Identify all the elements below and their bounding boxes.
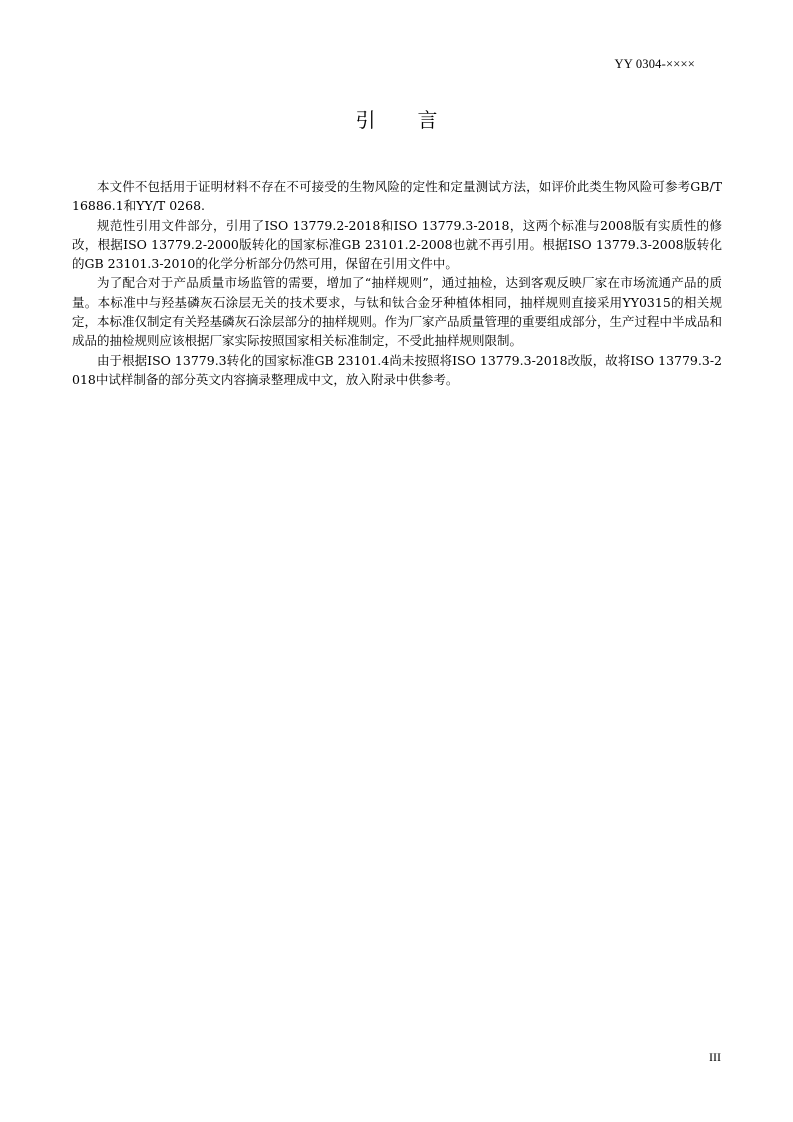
body-text <box>72 177 722 389</box>
page-title <box>0 104 793 133</box>
page-number: III <box>709 1050 721 1064</box>
paragraph-4: 由于根据ISO 13779.3转化的国家标准GB 23101.4尚未按照将ISO 13779.3-2018改版，故将ISO 13779.3-2018中试样制备的部分英文内容摘录整理成中文，放入附录中供参考。 <box>72 352 722 387</box>
paragraph-1: 本文件不包括用于证明材料不存在不可接受的生物风险的定性和定量测试方法，如评价此类生物风险可参考GB/T 16886.1和YY/T 0268. <box>72 179 722 214</box>
title-char-1: 引 <box>355 108 376 132</box>
paragraph-3: 为了配合对于产品质量市场监管的需要，增加了“抽样规则”，通过抽检，达到客观反映厂家在市场流通产品的质量。本标准中与羟基磷灰石涂层无关的技术要求，与钛和钛合金牙种植体相同，抽样规则直接采用YY0315的相关规定，本标准仅制定有关羟基磷灰石涂层部分的抽样规则。作为厂家产品质量管理的重要组成部分，生产过程中半成品和成品的抽检规则应该根据厂家实际按照国家相关标准制定，不受此抽样规则限制。 <box>72 275 723 349</box>
title-char-2: 言 <box>417 108 438 132</box>
document-code: YY 0304-×××× <box>614 57 695 71</box>
paragraph-2: 规范性引用文件部分，引用了ISO 13779.2-2018和ISO 13779.3-2018，这两个标准与2008版有实质性的修改，根据ISO 13779.2-2000版转化的国家标准GB 23101.2-2008也就不再引用。根据ISO 13779.3-2008版转化的GB 23101.3-2010的化学分析部分仍然可用，保留在引用文件中。 <box>72 217 722 272</box>
